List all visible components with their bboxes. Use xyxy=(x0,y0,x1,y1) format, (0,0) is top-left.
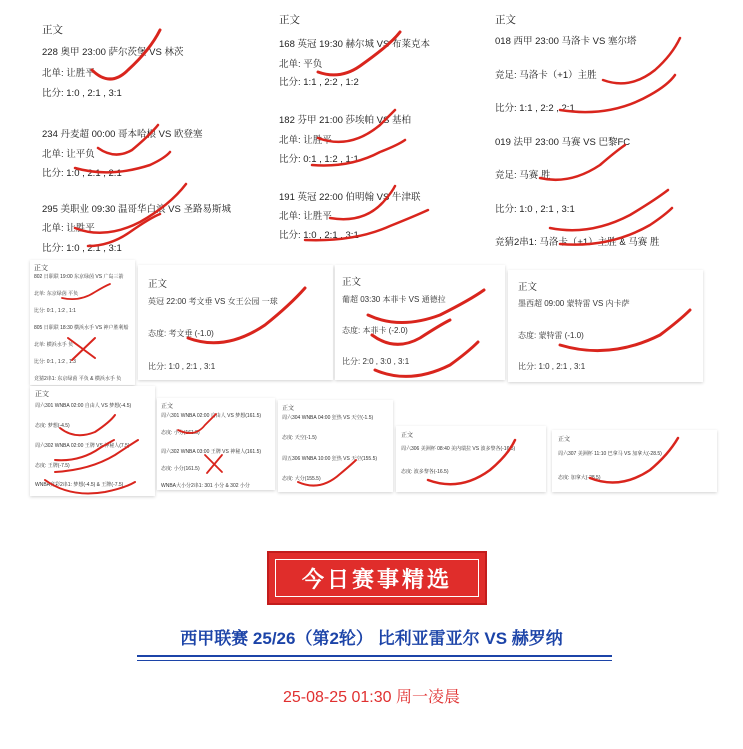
col2-pick-2: 北单: 让胜平 xyxy=(279,135,332,146)
col2-title: 正文 xyxy=(279,14,300,26)
row3-b2-line-5: WNBA大小分2串1: 301 小分 & 302 小分 xyxy=(161,483,250,489)
col1-pick-1: 北单: 让胜平 xyxy=(42,68,95,79)
col3-match-2: 019 法甲 23:00 马赛 VS 巴黎FC xyxy=(495,137,631,148)
row3-b2-line-1: 周六301 WNBA 02:00 自由人 VS 梦想(161.5) xyxy=(161,413,262,419)
row3-b3-line-2: 态度: 天空(-1.5) xyxy=(282,435,317,441)
mini-title: 正文 xyxy=(34,265,48,272)
row2-mini-card xyxy=(30,260,135,385)
mini-line-1: 802 日职联 19:00 东京绿茵 VS 广岛三箭 xyxy=(34,274,124,280)
col1-score-1: 比分: 1:0 , 2:1 , 3:1 xyxy=(42,88,122,99)
row3-b1-line-3: 周六302 WNBA 02:00 王牌 VS 神秘人(7.5) xyxy=(35,443,130,449)
col1-card xyxy=(30,10,265,254)
row3-b2-line-4: 态度: 小分(161.5) xyxy=(161,466,200,472)
col3-score-1: 比分: 1:1 , 2:2 , 2:1 xyxy=(495,103,575,114)
col2-card xyxy=(268,5,483,250)
col2-match-1: 168 英冠 19:30 赫尔城 VS 布莱克本 xyxy=(279,39,430,50)
mini-line-7: 竞猜2串1: 东京绿茵 平负 & 横浜水手 负 xyxy=(34,376,122,382)
col3-pick-1: 竞足: 马洛卡（+1）主胜 xyxy=(495,70,597,81)
col1-match-2: 234 丹麦超 00:00 哥本哈根 VS 欧登塞 xyxy=(42,129,203,140)
row3-b5-line-1: 周六307 美洲杯 11:10 巴拿马 VS 加拿大(-28.5) xyxy=(558,451,662,457)
match-time: 25-08-25 01:30 周一凌晨 xyxy=(283,689,460,706)
col1-pick-3: 北单: 让胜平 xyxy=(42,223,95,234)
mini-line-2: 北单: 东京绿茵 平负 xyxy=(34,291,79,297)
mini-line-4: 805 日职联 18:30 横浜水手 VS 神户胜利船 xyxy=(34,325,129,331)
row3-b3-line-4: 态度: 大分(155.5) xyxy=(282,476,321,482)
row3-card-1 xyxy=(30,386,155,496)
col2-pick-3: 北单: 让胜平 xyxy=(279,211,332,222)
mini-line-5: 北单: 横浜水手 负 xyxy=(34,342,74,348)
row2-card-2 xyxy=(138,265,333,380)
col1-match-3: 295 美职业 09:30 温哥华白浪 VS 圣路易斯城 xyxy=(42,204,231,215)
col3-card xyxy=(485,5,720,250)
row3-b4-line-2: 态度: 波多黎各(-16.5) xyxy=(401,469,449,475)
row2-c4-pick: 态度: 蒙特雷 (-1.0) xyxy=(518,331,584,340)
row2-c3-match: 葡超 03:30 本菲卡 VS 通德拉 xyxy=(342,295,446,304)
row3-card-2 xyxy=(157,398,275,490)
row2-c2-score: 比分: 1:0 , 2:1 , 3:1 xyxy=(148,362,216,371)
row3-b1-title: 正文 xyxy=(35,391,49,398)
row2-c2-title: 正文 xyxy=(148,279,168,290)
row2-card-4 xyxy=(508,270,703,382)
col2-score-1: 比分: 1:1 , 2:2 , 1:2 xyxy=(279,77,359,88)
row3-card-3 xyxy=(278,400,393,492)
headline-match: 西甲联赛 25/26（第2轮） 比利亚雷亚尔 VS 赫罗纳 xyxy=(180,629,563,648)
row2-c3-pick: 态度: 本菲卡 (-2.0) xyxy=(342,326,408,335)
banner xyxy=(267,551,487,605)
row3-card-5 xyxy=(552,430,717,492)
row3-b5-title: 正文 xyxy=(558,437,571,443)
row2-c2-pick: 态度: 考文垂 (-1.0) xyxy=(148,329,214,338)
row3-b2-line-3: 周六302 WNBA 03:00 王牌 VS 神秘人(161.5) xyxy=(161,449,262,455)
row3-b2-line-2: 态度: 小分(161.5) xyxy=(161,430,200,436)
col1-pick-2: 北单: 让平负 xyxy=(42,149,95,160)
row3-b1-line-4: 态度: 王牌(-7.5) xyxy=(35,463,70,469)
mini-line-6: 比分: 0:1 , 1:2 , 1:3 xyxy=(34,359,76,365)
row3-b3-title: 正文 xyxy=(282,406,295,412)
col2-pick-1: 北单: 平负 xyxy=(279,59,323,70)
col1-title: 正文 xyxy=(42,24,63,36)
row2-c4-score: 比分: 1:0 , 2:1 , 3:1 xyxy=(518,362,586,371)
banner-label: 今日赛事精选 xyxy=(275,559,479,597)
col3-score-2: 比分: 1:0 , 2:1 , 3:1 xyxy=(495,204,575,215)
divider xyxy=(137,660,612,661)
col3-title: 正文 xyxy=(495,14,516,26)
row3-card-4 xyxy=(396,426,546,492)
col1-score-3: 比分: 1:0 , 2:1 , 3:1 xyxy=(42,243,122,254)
row2-c3-score: 比分: 2:0 , 3:0 , 3:1 xyxy=(342,357,410,366)
col3-match-1: 018 西甲 23:00 马洛卡 VS 塞尔塔 xyxy=(495,36,637,47)
row3-b3-line-1: 周六304 WNBA 04:00 狂热 VS 天空(-1.5) xyxy=(282,415,374,421)
row2-c4-match: 墨西超 09:00 蒙特雷 VS 内卡萨 xyxy=(518,299,630,308)
row2-c4-title: 正文 xyxy=(518,282,538,293)
col2-match-3: 191 英冠 22:00 伯明翰 VS 牛津联 xyxy=(279,192,421,203)
col2-score-2: 比分: 0:1 , 1:2 , 1:1 xyxy=(279,154,359,165)
row3-b5-line-2: 态度: 加拿大(-28.5) xyxy=(558,475,601,481)
row2-c3-title: 正文 xyxy=(342,277,362,288)
row3-b1-line-2: 态度: 梦想(-4.5) xyxy=(35,423,70,429)
row3-b4-line-1: 周六306 美洲杯 08:40 美内瑞拉 VS 波多黎各(-16.5) xyxy=(401,446,516,452)
divider xyxy=(137,655,612,657)
row2-c2-match: 英冠 22:00 考文垂 VS 女王公园 一球 xyxy=(148,297,278,306)
col2-score-3: 比分: 1:0 , 2:1 , 3:1 xyxy=(279,230,359,241)
row3-b1-line-5: WNBA竞彩2串1: 梦想(-4.5) & 王牌(-7.5) xyxy=(35,482,124,488)
col1-match-1: 228 奥甲 23:00 萨尔茨堡 VS 林茨 xyxy=(42,47,184,58)
col3-pick-2: 竞足: 马赛 胜 xyxy=(495,170,551,181)
col1-score-2: 比分: 1:0 , 2:1 , 2:1 xyxy=(42,168,122,179)
col3-combo: 竞猜2串1: 马洛卡（+1）主胜 & 马赛 胜 xyxy=(495,237,660,248)
col2-match-2: 182 芬甲 21:00 莎埃帕 VS 基柏 xyxy=(279,115,411,126)
row3-b4-title: 正文 xyxy=(401,433,414,439)
mini-line-3: 比分: 0:1 , 1:2 , 1:1 xyxy=(34,308,76,314)
row2-card-3 xyxy=(335,265,505,380)
row3-b3-line-3: 周五306 WNBA 10:00 狂热 VS 天空(155.5) xyxy=(282,456,378,462)
row3-b2-title: 正文 xyxy=(161,404,174,410)
row3-b1-line-1: 周六301 WNBA 02:00 自由人 VS 梦想(-4.5) xyxy=(35,403,132,409)
